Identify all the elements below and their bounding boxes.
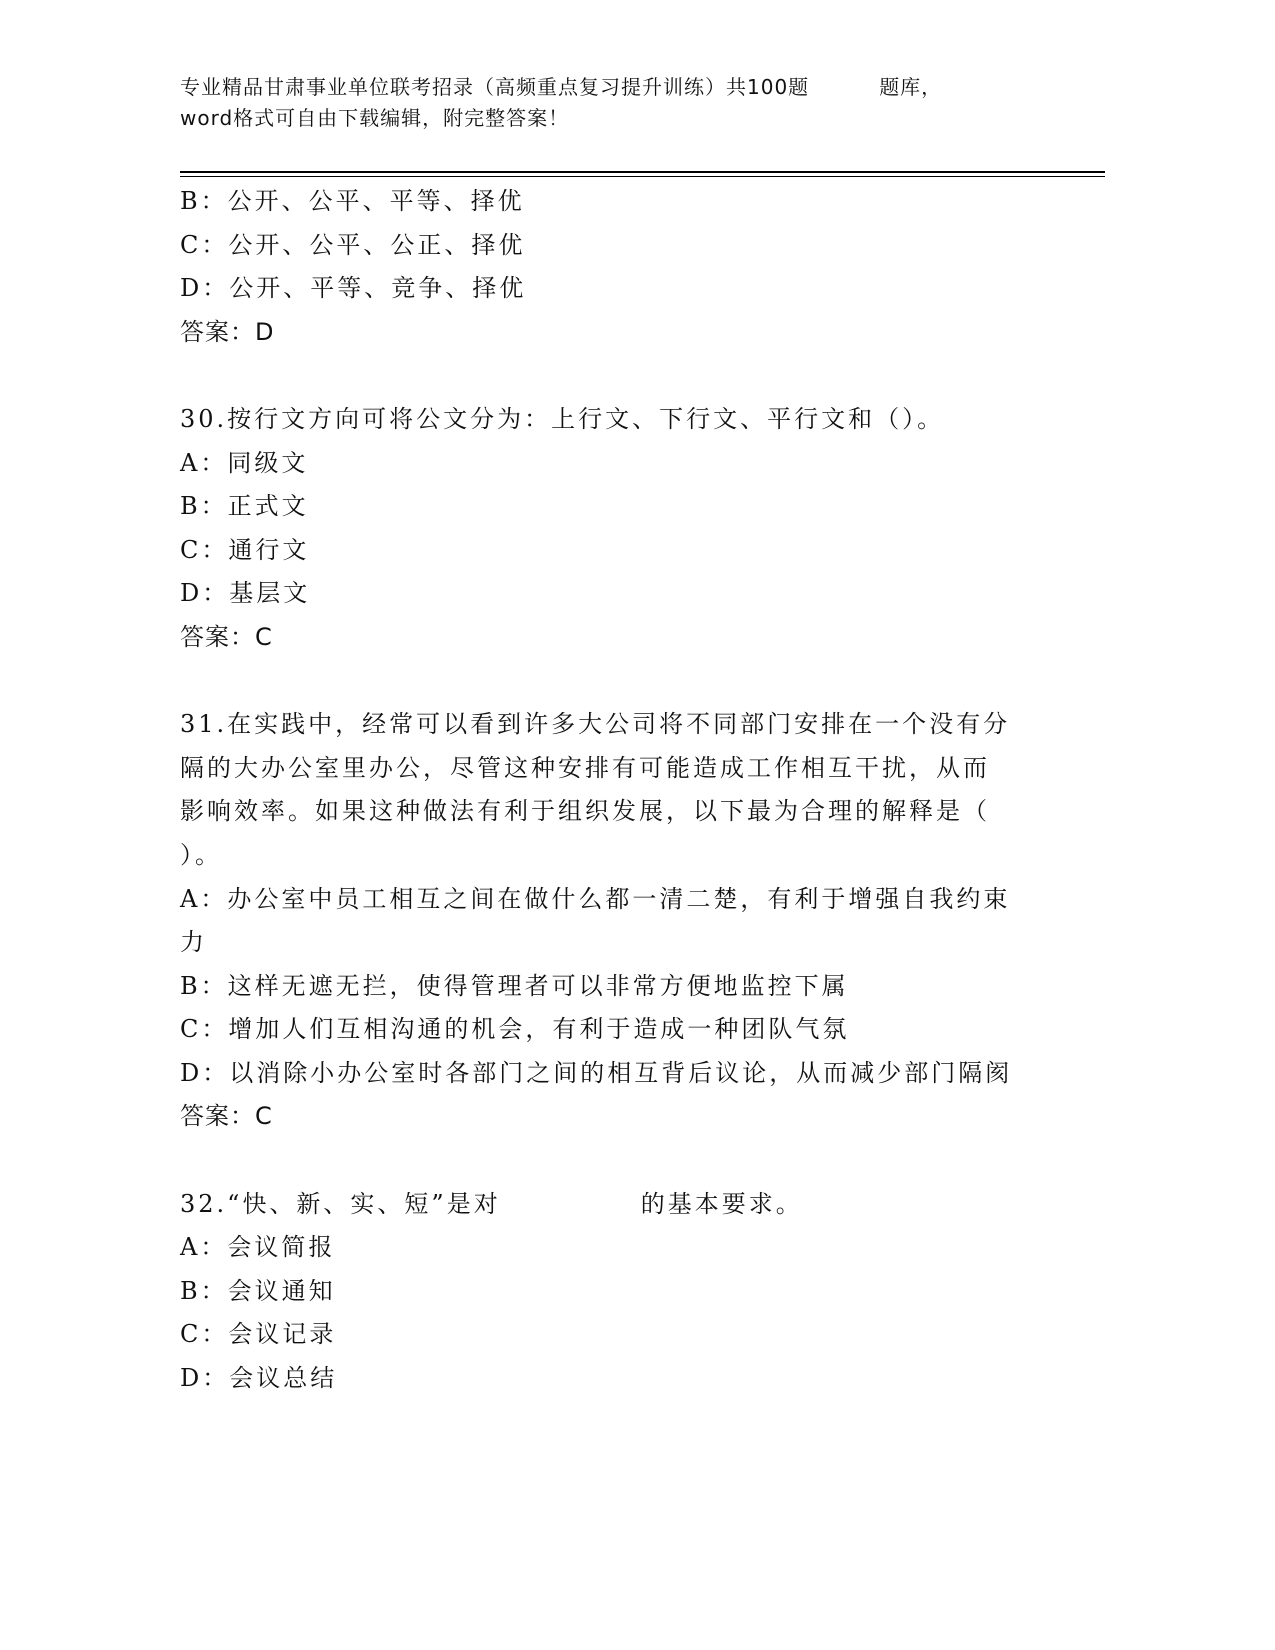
q31-option-d: D：以消除小办公室时各部门之间的相互背后议论，从而减少部门隔阂 bbox=[180, 1058, 1013, 1087]
header-rule-thick bbox=[180, 171, 1105, 173]
q31-stem-line: 31.在实践中，经常可以看到许多大公司将不同部门安排在一个没有分 bbox=[180, 710, 1011, 739]
header-rule-thin bbox=[180, 176, 1105, 177]
header-title: 专业精品甘肃事业单位联考招录（高频重点复习提升训练）共100题 bbox=[180, 75, 810, 99]
q31-option-c: C：增加人们互相沟通的机会，有利于造成一种团队气氛 bbox=[180, 1015, 850, 1044]
q32-stem-start: 32.“快、新、实、短”是对 bbox=[180, 1189, 501, 1218]
q32-option-d: D：会议总结 bbox=[180, 1364, 338, 1393]
q31-stem-line: ）。 bbox=[180, 840, 222, 869]
q29-option-b: B：公开、公平、平等、择优 bbox=[180, 187, 525, 215]
q30-option-a: A：同级文 bbox=[180, 448, 309, 477]
document-header-line-2: word格式可自由下载编辑，附完整答案！ bbox=[180, 106, 570, 130]
q31-option-b: B：这样无遮无拦，使得管理者可以非常方便地监控下属 bbox=[180, 971, 849, 1000]
q29-answer: 答案：D bbox=[180, 317, 275, 346]
q30-answer: 答案：C bbox=[180, 622, 273, 651]
q31-stem-line: 隔的大办公室里办公，尽管这种安排有可能造成工作相互干扰，从而 bbox=[180, 753, 990, 782]
q29-option-d: D：公开、平等、竞争、择优 bbox=[180, 274, 527, 303]
header-title-tail: 题库， bbox=[879, 75, 943, 99]
q30-option-c: C：通行文 bbox=[180, 535, 310, 564]
q31-stem-line: 影响效率。如果这种做法有利于组织发展，以下最为合理的解释是（ bbox=[180, 797, 990, 826]
q30-option-d: D：基层文 bbox=[180, 579, 311, 608]
q31-option-a-cont: 力 bbox=[180, 928, 207, 957]
q29-option-c: C：公开、公平、公正、择优 bbox=[180, 230, 526, 259]
q30-option-b: B：正式文 bbox=[180, 492, 309, 521]
q31-answer: 答案：C bbox=[180, 1102, 273, 1131]
document-body bbox=[180, 180, 1080, 1401]
q31-option-a: A：办公室中员工相互之间在做什么都一清二楚，有利于增强自我约束 bbox=[180, 884, 1011, 913]
q32-option-b: B：会议通知 bbox=[180, 1276, 336, 1305]
q32-stem-end: 的基本要求。 bbox=[640, 1189, 803, 1218]
document-header-line-1 bbox=[180, 72, 942, 102]
q32-option-a: A：会议简报 bbox=[180, 1233, 336, 1262]
q32-option-c: C：会议记录 bbox=[180, 1320, 337, 1349]
q30-stem: 30.按行文方向可将公文分为：上行文、下行文、平行文和（）。 bbox=[180, 404, 945, 433]
q32-stem bbox=[180, 1183, 1080, 1227]
